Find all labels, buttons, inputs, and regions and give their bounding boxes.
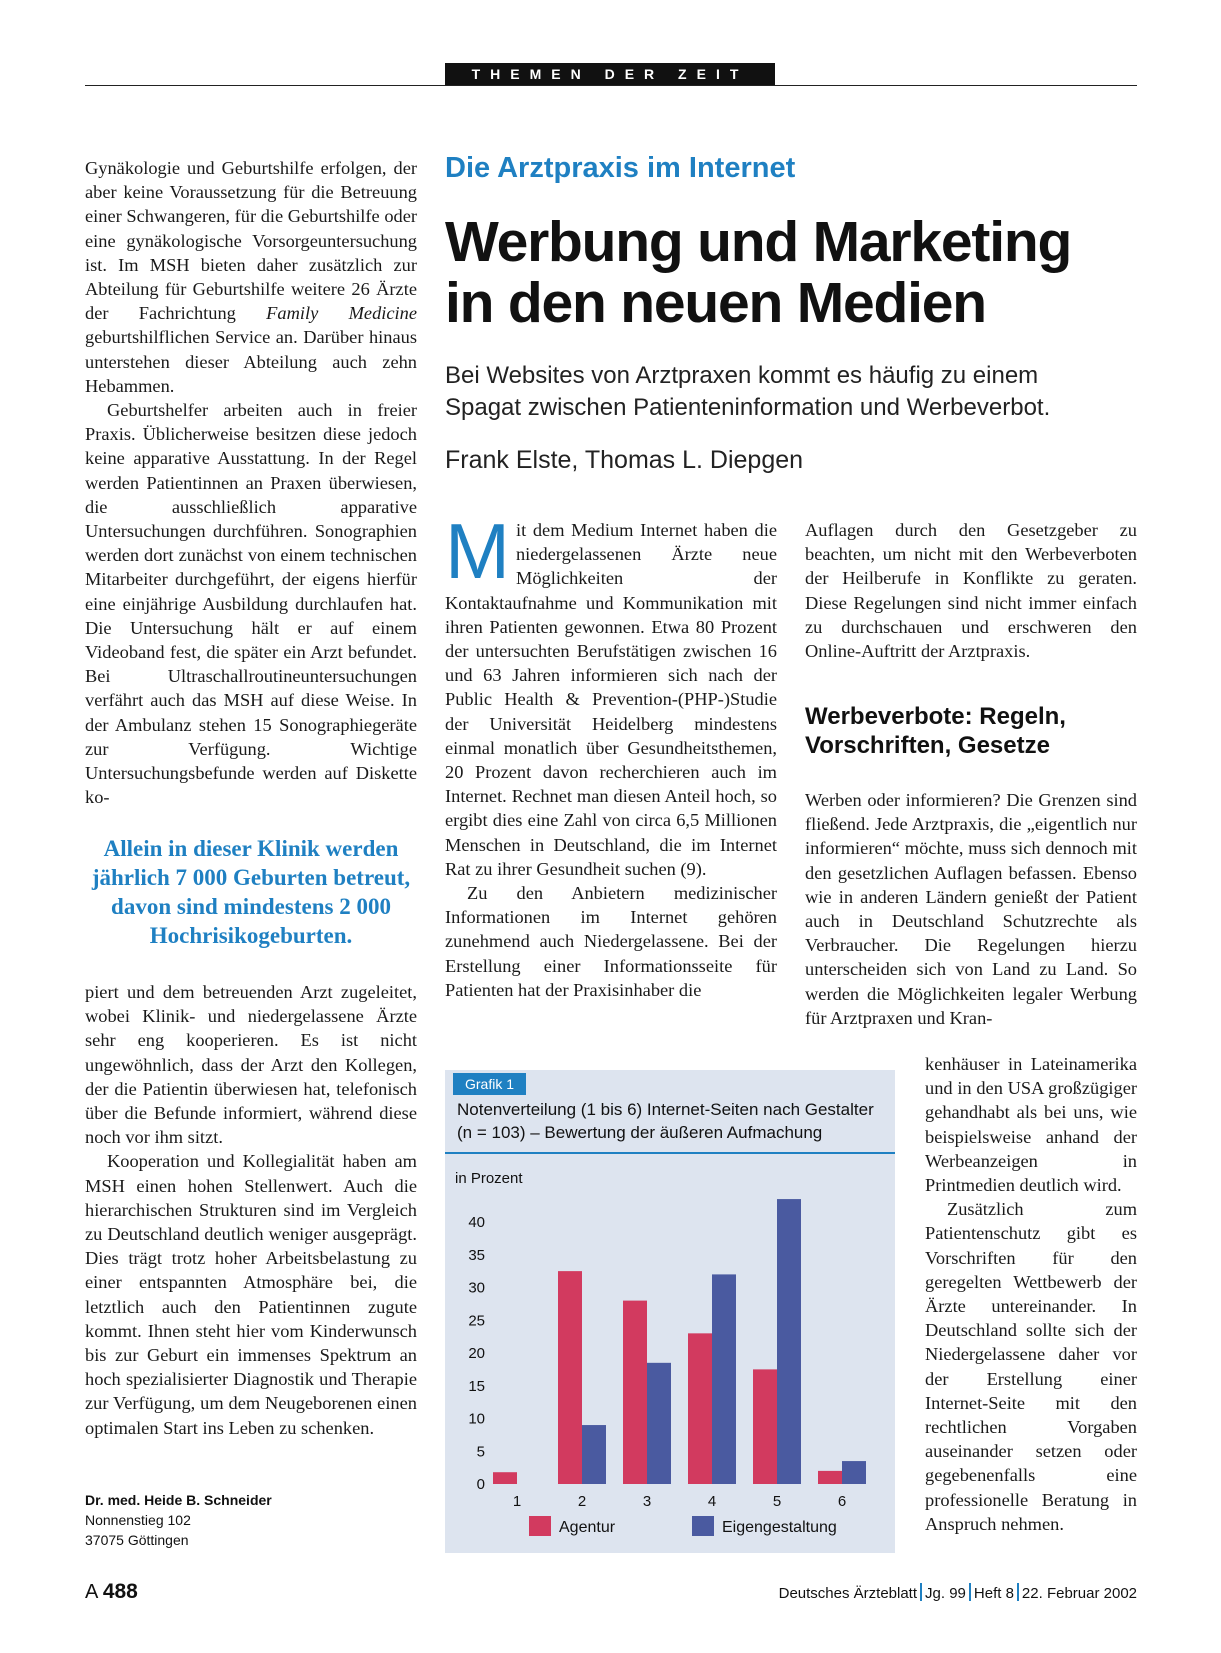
right-column-body bbox=[805, 788, 1137, 1030]
bar-agentur-4 bbox=[688, 1333, 712, 1484]
y-tick-label: 0 bbox=[476, 1476, 485, 1493]
x-tick-label: 4 bbox=[707, 1493, 717, 1510]
body-paragraph: Werben oder informieren? Die Grenzen sind fließend. Jede Arztpraxis, die „eigentlich nur informieren“ möchte, muss sich dennoch mit den gesetzlichen Auflagen befassen. Ebenso wie in anderen Ländern genießt der Patient auch in Deutschland Schutzrechte als Verbraucher. Die Regelungen hierzu unterscheiden sich von Land zu Land. So werden die Möglichkeiten legaler Werbung für Arztpraxen und Kran- bbox=[805, 790, 1137, 1028]
headline-line: in den neuen Medien bbox=[445, 271, 986, 335]
middle-column bbox=[445, 507, 777, 1002]
headline-line: Werbung und Marketing bbox=[445, 210, 1072, 274]
author-address bbox=[85, 1490, 405, 1550]
bar-eigengestaltung-4 bbox=[712, 1274, 736, 1484]
y-axis-ticks bbox=[468, 1214, 485, 1493]
bar-eigengestaltung-5 bbox=[777, 1199, 801, 1484]
body-paragraph: piert und dem betreuenden Arzt zugeleitet, wobei Klinik- und niedergelassene Ärzte sehr eng kooperieren. Es ist nicht ungewöhnlich, dass der Arzt den Kollegen, der die Patientin überwiesen hat, telefonisch über die Befunde informiert, während diese noch vor ihm sitzt. bbox=[85, 982, 417, 1148]
body-paragraph: Kooperation und Kollegialität haben am MSH einen hohen Stellenwert. Auch die hierarchischen Strukturen sind im Vergleich zu Deutschland deutlich weniger ausgeprägt. Dies trägt trotz hoher Arbeitsbelastung zu einer entspannten Atmosphäre bei, die letztlich auch den Patientinnen zugute kommt. Ihnen steht hier vom Kinderwunsch bis zur Geburt ein immenses Spektrum an hoch spezialisierter Diagnostik und Therapie zur Verfügung, um dem Neugeborenen einen optimalen Start ins Leben zu schenken. bbox=[85, 1151, 417, 1438]
figure-caption-line: (n = 103) – Bewertung der äußeren Aufmachung bbox=[457, 1123, 823, 1142]
right-column-top bbox=[805, 518, 1137, 663]
author-address-street: Nonnenstieg 102 bbox=[85, 1512, 191, 1528]
figure-caption-line: Notenverteilung (1 bis 6) Internet-Seiten nach Gestalter bbox=[457, 1100, 874, 1119]
bar-agentur-6 bbox=[818, 1471, 842, 1484]
journal-date: 22. Februar 2002 bbox=[1021, 1585, 1137, 1602]
bars bbox=[493, 1199, 866, 1484]
bar-agentur-2 bbox=[558, 1271, 582, 1484]
x-axis-ticks bbox=[513, 1493, 846, 1510]
legend-label-agentur: Agentur bbox=[559, 1519, 616, 1536]
bar-eigengestaltung-2 bbox=[582, 1425, 606, 1484]
bar-agentur-3 bbox=[623, 1301, 647, 1484]
page-number-value: 488 bbox=[102, 1580, 138, 1603]
x-tick-label: 6 bbox=[837, 1493, 847, 1510]
article-authors: Frank Elste, Thomas L. Diepgen bbox=[445, 446, 804, 474]
page-number bbox=[85, 1580, 138, 1604]
bar-eigengestaltung-3 bbox=[647, 1363, 671, 1484]
y-tick-label: 10 bbox=[468, 1410, 485, 1428]
article-headline bbox=[445, 212, 1145, 334]
y-tick-label: 35 bbox=[468, 1246, 485, 1264]
journal-issue: Heft 8 bbox=[973, 1585, 1014, 1602]
body-paragraph: Auflagen durch den Gesetzgeber zu beachten, um nicht mit den Werbeverboten der Heilberufe in Konflikte zu geraten. Diese Regelungen sind nicht immer einfach zu durchschauen und erschweren den Online-Auftritt der Arztpraxis. bbox=[805, 520, 1137, 662]
x-tick-label: 2 bbox=[577, 1493, 587, 1510]
subtitle-line: Spagat zwischen Patienteninformation und Werbeverbot. bbox=[445, 394, 1051, 421]
bar-chart bbox=[445, 1154, 895, 1553]
body-paragraph: Zusätzlich zum Patientenschutz gibt es Vorschriften für den geregelten Wettbewerb der Ärzte untereinander. In Deutschland sollte sich der Niedergelassene daher vor der Erstellung einer Internet-Seite mit den rechtlichen Vorgaben auseinander setzen oder gegebenenfalls eine professionelle Beratung in Anspruch nehmen. bbox=[925, 1199, 1137, 1534]
drop-cap: M bbox=[445, 507, 510, 595]
subtitle-line: Bei Websites von Arztpraxen kommt es häufig zu einem bbox=[445, 362, 1039, 389]
article-kicker: Die Arztpraxis im Internet bbox=[445, 152, 796, 184]
body-paragraph: Gynäkologie und Geburtshilfe erfolgen, der aber keine Voraussetzung für die Betreuung einer Schwangeren, für die Geburtshilfe oder eine gynäkologische Vorsorgeuntersuchung ist. Im MSH bieten daher zusätzlich zur Abteilung für Geburtshilfe weitere 26 Ärzte der Fachrichtung Family Medicine geburtshilflichen Service an. Darüber hinaus unterstehen dieser Abteilung auch zehn Hebammen. bbox=[85, 158, 418, 396]
y-tick-label: 5 bbox=[476, 1443, 485, 1461]
y-tick-label: 40 bbox=[468, 1214, 485, 1231]
x-tick-label: 5 bbox=[772, 1493, 782, 1510]
section-subheading: Werbeverbote: Regeln, Vorschriften, Gesetze bbox=[805, 703, 1066, 759]
separator bbox=[1017, 1583, 1019, 1601]
separator bbox=[969, 1583, 971, 1601]
x-tick-label: 3 bbox=[642, 1493, 652, 1510]
article-subtitle bbox=[445, 360, 1145, 424]
left-column-bottom bbox=[85, 980, 417, 1440]
journal-name: Deutsches Ärzteblatt bbox=[778, 1585, 918, 1602]
y-tick-label: 20 bbox=[468, 1345, 485, 1362]
legend-label-eigengestaltung: Eigengestaltung bbox=[722, 1519, 837, 1536]
bar-agentur-5 bbox=[753, 1369, 777, 1484]
header-rule bbox=[85, 85, 1137, 86]
separator bbox=[920, 1583, 922, 1601]
x-tick-label: 1 bbox=[512, 1493, 522, 1510]
y-tick-label: 30 bbox=[468, 1279, 485, 1297]
body-paragraph: Geburtshelfer arbeiten auch in freier Praxis. Üblicherweise besitzen diese jedoch keine apparative Ausstattung. In der Regel werden Patientinnen an Praxen überwiesen, die ausschließlich apparative Untersuchungen durchführen. Sonographien werden dort zunächst von einem technischen Mitarbeiter durchgeführt, der eigens hierfür eine einjährige Ausbildung durchlaufen hat. Die Untersuchung hält er auf einem Videoband fest, die später ein Arzt befundet. Bei Ultraschallroutineuntersuchungen verfährt auch das MSH auf diese Weise. In der Ambulanz stehen 15 Sonographiegeräte zur Verfügung. Wichtige Untersuchungsbefunde werden auf Diskette ko- bbox=[85, 400, 417, 808]
author-address-city: 37075 Göttingen bbox=[85, 1532, 189, 1548]
left-column-top bbox=[85, 156, 417, 809]
legend-swatch-eigengestaltung bbox=[692, 1516, 714, 1536]
figure-label: Grafik 1 bbox=[453, 1073, 526, 1095]
body-paragraph: kenhäuser in Lateinamerika und in den USA großzügiger gehandhabt als bei uns, wie beispielsweise anhand der Werbeanzeigen in Printmedien deutlich wird. bbox=[925, 1054, 1137, 1196]
bar-agentur-1 bbox=[493, 1472, 517, 1484]
body-paragraph: Zu den Anbietern medizinischer Informationen im Internet gehören zunehmend auch Niedergelassene. Bei der Erstellung einer Informationsseite für Patienten hat der Praxisinhaber die bbox=[445, 883, 777, 1000]
y-tick-label: 25 bbox=[468, 1312, 485, 1330]
bar-eigengestaltung-6 bbox=[842, 1461, 866, 1484]
figure-box bbox=[445, 1070, 895, 1553]
figure-caption bbox=[457, 1098, 887, 1144]
y-axis-label: in Prozent bbox=[455, 1170, 523, 1187]
author-address-name: Dr. med. Heide B. Schneider bbox=[85, 1492, 272, 1508]
body-paragraph: it dem Medium Internet haben die niedergelassenen Ärzte neue Möglichkeiten der Kontaktaufnahme und Kommunikation mit ihren Patienten gewonnen. Etwa 80 Prozent der untersuchten Berufstätigen zwischen 16 und 63 Jahren informieren sich nach der Public Health & Prevention-(PHP-)Studie der Universität Heidelberg mindestens einmal monatlich über Gesundheitsthemen, 20 Prozent davon recherchieren auch im Internet. Rechnet man diesen Anteil hoch, so ergibt dies eine Zahl von circa 6,5 Millionen Menschen in Deutschland, die im Internet Rat zu ihrer Gesundheit suchen (9). bbox=[445, 520, 777, 879]
right-column-wrap bbox=[925, 1052, 1137, 1536]
legend bbox=[529, 1516, 837, 1536]
section-label: THEMEN DER ZEIT bbox=[445, 63, 775, 85]
y-tick-label: 15 bbox=[468, 1377, 485, 1395]
page-prefix: A bbox=[85, 1581, 98, 1603]
legend-swatch-agentur bbox=[529, 1516, 551, 1536]
journal-volume: Jg. 99 bbox=[925, 1585, 966, 1602]
pull-quote: Allein in dieser Klinik werden jährlich 7 000 Geburten betreut, davon sind mindestens 2 000 Hochrisikogeburten. bbox=[91, 836, 411, 948]
journal-info bbox=[779, 1583, 1137, 1602]
